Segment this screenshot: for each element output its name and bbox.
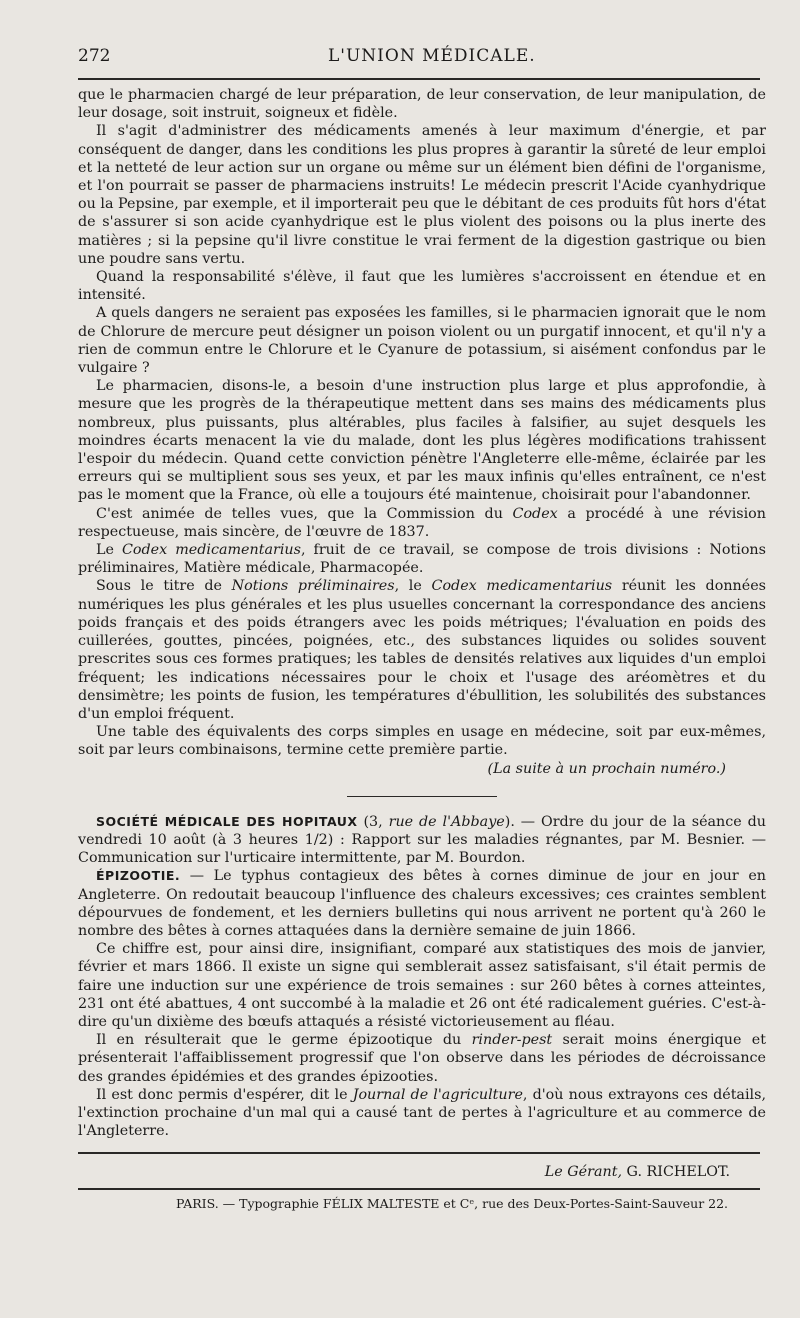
paragraph xyxy=(78,1086,766,1141)
paragraph: Il s'agit d'administrer des médicaments amenés à leur maximum d'énergie, et par conséquent de danger, dans les conditions les plus propres à garantir la sûreté de leur emploi et la netteté de leur action sur un organe ou même sur un élément bien défini de l'organisme, et l'on pourrait se passer de pharmaciens instruits! Le médecin prescrit l'Acide cyanhydrique ou la Pepsine, par exemple, et il importerait peu que le débitant de ces produits fût hors d'état de s'assurer si son acide cyanhydrique est le plus violent des poisons ou la plus inerte des matières ; si la pepsine qu'il livre constitue le vrai ferment de la digestion gastrique ou bien une poudre sans vertu. xyxy=(78,123,766,267)
paragraph: Le pharmacien, disons-le, a besoin d'une instruction plus large et plus approfondie, à mesure que les progrès de la thérapeutique mettent dans ses mains des médicaments plus nombreux, plus puissants, plus altérables, plus faciles à falsifier, au sujet desquels les moindres écarts menacent la vie du malade, dont les plus légères modifications trahissent l'espoir du médecin. Quand cette conviction pénètre l'Angleterre elle-même, éclairée par les erreurs qui se multiplient sous ses yeux, et par les maux infinis qu'elles entraînent, ce n'est pas le moment que la France, où elle a toujours été maintenue, choisirait pour l'abandonner. xyxy=(78,378,766,504)
signature xyxy=(78,1154,766,1188)
notice-epizootie xyxy=(78,867,766,940)
page-header xyxy=(78,46,760,80)
italic-span: rinder-pest xyxy=(471,1032,553,1049)
text-span: Le xyxy=(96,542,122,559)
text-span: a procédé à une révision respectueuse, mais sincère, de l'œuvre de 1837. xyxy=(78,505,766,540)
text-span: — Le typhus contagieux des bêtes à cornes diminue de jour en jour en Angleterre. On redoutait beaucoup l'influence des chaleurs excessives; ces craintes semblent dépourvues de fondement, et les derniers bulletins qui nous arrivent ne portent qu'à 260 le nombre des bêtes à cornes attaquées dans la dernière semaine de juin 1866. xyxy=(78,868,766,939)
signature-label: Le Gérant, xyxy=(544,1164,622,1181)
italic-span: Codex xyxy=(512,505,558,522)
text-span: , d'où nous extrayons ces détails, l'extinction prochaine d'un mal qui a causé tant de pertes à l'agriculture et au commerce de l'Angleterre. xyxy=(78,1086,766,1140)
text-span: , le xyxy=(394,578,432,595)
notice-label: SOCIÉTÉ MÉDICALE DES HOPITAUX xyxy=(96,813,358,829)
text-span: ). — Ordre du jour de la séance du vendredi 10 août (à 3 heures 1/2) : Rapport sur les maladies régnantes, par M. Besnier. — Communication sur l'urticaire intermittente, par M. Bourdon. xyxy=(78,813,767,867)
paragraph: A quels dangers ne seraient pas exposées les familles, si le pharmacien ignorait que le nom de Chlorure de mercure peut désigner un poison violent ou un purgatif innocent, et qu'il n'y a rien de commun entre le Chlorure et le Cyanure de potassium, si aisément confondus par le vulgaire ? xyxy=(78,305,766,377)
paragraph xyxy=(78,577,766,723)
text-span: serait moins énergique et présenterait l'affaiblissement progressif que l'on observe dans les périodes de décroissance des grandes épidémies et des grandes épizooties. xyxy=(78,1032,766,1085)
italic-span: rue de l'Abbaye xyxy=(388,813,505,830)
signature-name: G. RICHELOT. xyxy=(622,1164,730,1181)
paragraph: Ce chiffre est, pour ainsi dire, insignifiant, comparé aux statistiques des mois de janvier, février et mars 1866. Il existe un signe qui semblerait assez satisfaisant, s'il était permis de faire une induction sur une expérience de trois semaines : sur 260 bêtes à cornes atteintes, 231 ont été abattues, 4 ont succombé à la maladie et 26 ont été radicalement guéries. C'est-à-dire qu'un dixième des bœufs attaqués a résisté victorieusement au fléau. xyxy=(78,941,766,1030)
text-span: (3, xyxy=(357,813,389,830)
article-body xyxy=(78,86,766,1140)
page-number: 272 xyxy=(78,46,111,66)
paragraph: Une table des équivalents des corps simples en usage en médecine, soit par eux-mêmes, soit par leurs combinaisons, termine cette première partie. xyxy=(78,724,766,759)
italic-span: Codex medicamentarius xyxy=(431,578,613,595)
italic-span: Notions préliminaires xyxy=(231,578,395,595)
text-span: , fruit de ce travail, se compose de trois divisions : Notions préliminaires, Matière médicale, Pharmacopée. xyxy=(78,542,766,577)
notice-label: ÉPIZOOTIE. xyxy=(96,868,181,884)
paragraph: que le pharmacien chargé de leur préparation, de leur conservation, de leur manipulation, de leur dosage, soit instruit, soigneux et fidèle. xyxy=(78,87,766,122)
paragraph: Quand la responsabilité s'élève, il faut que les lumières s'accroissent en étendue et en intensité. xyxy=(78,269,766,304)
text-span: Il est donc permis d'espérer, dit le xyxy=(96,1086,353,1103)
paragraph xyxy=(78,505,766,541)
section-divider xyxy=(347,796,497,797)
continued-note: (La suite à un prochain numéro.) xyxy=(487,760,726,777)
italic-span: Journal de l'agriculture xyxy=(352,1086,523,1103)
paragraph xyxy=(78,541,766,577)
text-span: Il en résulterait que le germe épizootique du xyxy=(96,1032,472,1049)
text-span: C'est animée de telles vues, que la Commission du xyxy=(96,505,513,522)
italic-span: Codex medicamentarius xyxy=(121,542,301,559)
paragraph xyxy=(78,1031,766,1086)
notice-societe xyxy=(78,813,766,868)
text-span: Sous le titre de xyxy=(96,578,232,595)
text-span: réunit les données numériques les plus générales et les plus usuelles concernant la correspondance des anciens poids français et des poids étrangers avec les poids métriques; l'évaluation en poids des cuillerées, gouttes, pincées, poignées, etc., des substances liquides ou solides souvent prescrites sous ces formes pratiques; les tables de densités relatives aux liquides d'un emploi fréquent; les indications nécessaires pour le choix et l'usage des aréomètres et du densimètre; les points de fusion, les températures d'ébullition, les solubilités des substances d'un emploi fréquent. xyxy=(78,578,766,722)
printer-imprint: PARIS. — Typographie FÉLIX MALTESTE et Cᵉ, rue des Deux-Portes-Saint-Sauveur 22. xyxy=(175,1196,729,1212)
running-title: L'UNION MÉDICALE. xyxy=(328,46,536,66)
